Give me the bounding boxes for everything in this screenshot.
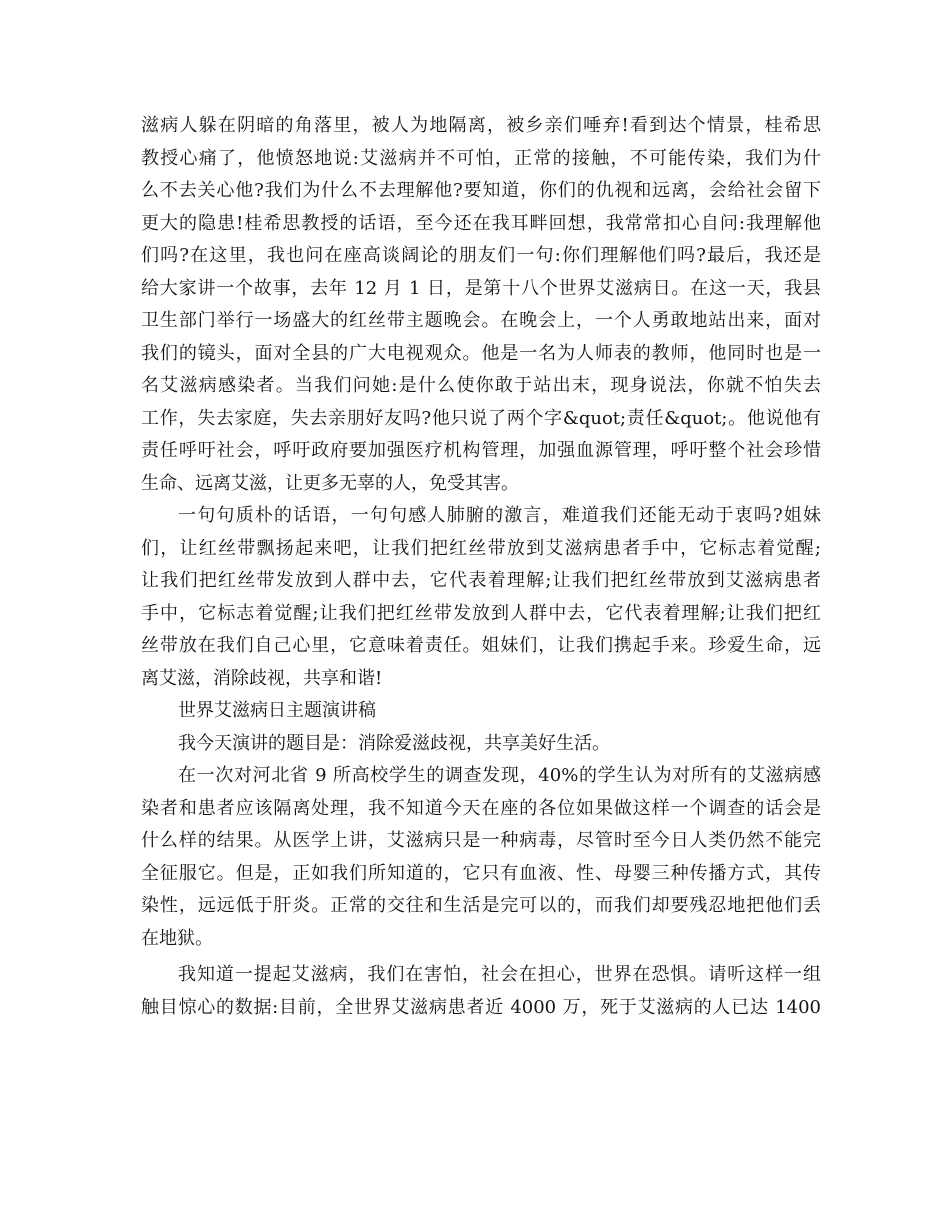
paragraph bbox=[141, 500, 821, 695]
text-line: 卫生部门举行一场盛大的红丝带主题晚会。在晚会上，一个人勇敢地站出来，面对 bbox=[141, 310, 821, 331]
text-line: 们，让红丝带飘扬起来吧，让我们把红丝带放到艾滋病患者手中，它标志着觉醒; bbox=[141, 537, 821, 559]
text-line: 在一次对河北省 9 所高校学生的调查发现，40%的学生认为对所有的艾滋病感 bbox=[178, 765, 821, 786]
text-line: 丝带放在我们自己心里，它意味着责任。姐妹们，让我们携起手来。珍爱生命，远 bbox=[141, 635, 821, 656]
text-line: 滋病人躲在阴暗的角落里，被人为地隔离，被乡亲们唾弃!看到达个情景，桂希思 bbox=[141, 115, 821, 136]
text-line: 我今天演讲的题目是：消除爱滋歧视，共享美好生活。 bbox=[178, 732, 610, 754]
text-line: 让我们把红丝带发放到人群中去，它代表着理解;让我们把红丝带放到艾滋病患者 bbox=[141, 570, 821, 591]
paragraph bbox=[141, 728, 821, 761]
text-line: 我们的镜头，面对全县的广大电视观众。他是一名为人师表的教师，他同时也是一 bbox=[141, 342, 821, 364]
text-line: 在地狱。 bbox=[141, 927, 213, 949]
document-body bbox=[141, 110, 821, 1024]
text-line: 全征服它。但是，正如我们所知道的，它只有血液、性、母婴三种传播方式，其传 bbox=[141, 862, 821, 884]
text-line: 离艾滋，消除歧视，共享和谐! bbox=[141, 667, 383, 689]
section-heading bbox=[141, 695, 821, 728]
text-line: 染性，远远低于肝炎。正常的交往和生活是完可以的，而我们却要残忍地把他们丢 bbox=[141, 895, 821, 916]
text-line: 什么样的结果。从医学上讲，艾滋病只是一种病毒，尽管时至今日人类仍然不能完 bbox=[141, 830, 821, 851]
paragraph bbox=[141, 760, 821, 955]
text-line: 触目惊心的数据:目前，全世界艾滋病患者近 4000 万，死于艾滋病的人已达 1400 bbox=[141, 996, 821, 1018]
text-line: 生命、远离艾滋，让更多无辜的人，免受其害。 bbox=[141, 472, 519, 494]
text-line: 工作，失去家庭，失去亲朋好友吗?他只说了两个字&quot;责任&quot;。他说他有 bbox=[141, 407, 821, 429]
text-line: 手中，它标志着觉醒;让我们把红丝带发放到人群中去，它代表着理解;让我们把红 bbox=[141, 602, 821, 624]
text-line: 么不去关心他?我们为什么不去理解他?要知道，你们的仇视和远离，会给社会留下 bbox=[141, 180, 821, 201]
text-line: 染者和患者应该隔离处理，我不知道今天在座的各位如果做这样一个调查的话会是 bbox=[141, 797, 821, 819]
text-line: 教授心痛了，他愤怒地说:艾滋病并不可怕，正常的接触，不可能传染，我们为什 bbox=[141, 147, 821, 169]
paragraph bbox=[141, 959, 821, 1024]
text-line: 们吗?在这里，我也问在座高谈阔论的朋友们一句:你们理解他们吗?最后，我还是 bbox=[141, 245, 821, 266]
text-line: 我知道一提起艾滋病，我们在害怕，社会在担心，世界在恐惧。请听这样一组 bbox=[178, 964, 821, 985]
text-line: 名艾滋病感染者。当我们问她:是什么使你敢于站出末，现身说法，你就不怕失去 bbox=[141, 375, 821, 396]
text-line: 给大家讲一个故事，去年 12 月 1 日，是第十八个世界艾滋病日。在这一天，我县 bbox=[141, 277, 821, 299]
paragraph bbox=[141, 110, 821, 500]
text-line: 更大的隐患!桂希思教授的话语，至今还在我耳畔回想，我常常扣心自问:我理解他 bbox=[141, 212, 821, 234]
text-line: 一句句质朴的话语，一句句感人肺腑的激言，难道我们还能无动于衷吗?姐妹 bbox=[178, 505, 821, 526]
text-line: 世界艾滋病日主题演讲稿 bbox=[178, 700, 376, 721]
text-line: 责任呼吁社会，呼吁政府要加强医疗机构管理，加强血源管理，呼吁整个社会珍惜 bbox=[141, 440, 821, 461]
